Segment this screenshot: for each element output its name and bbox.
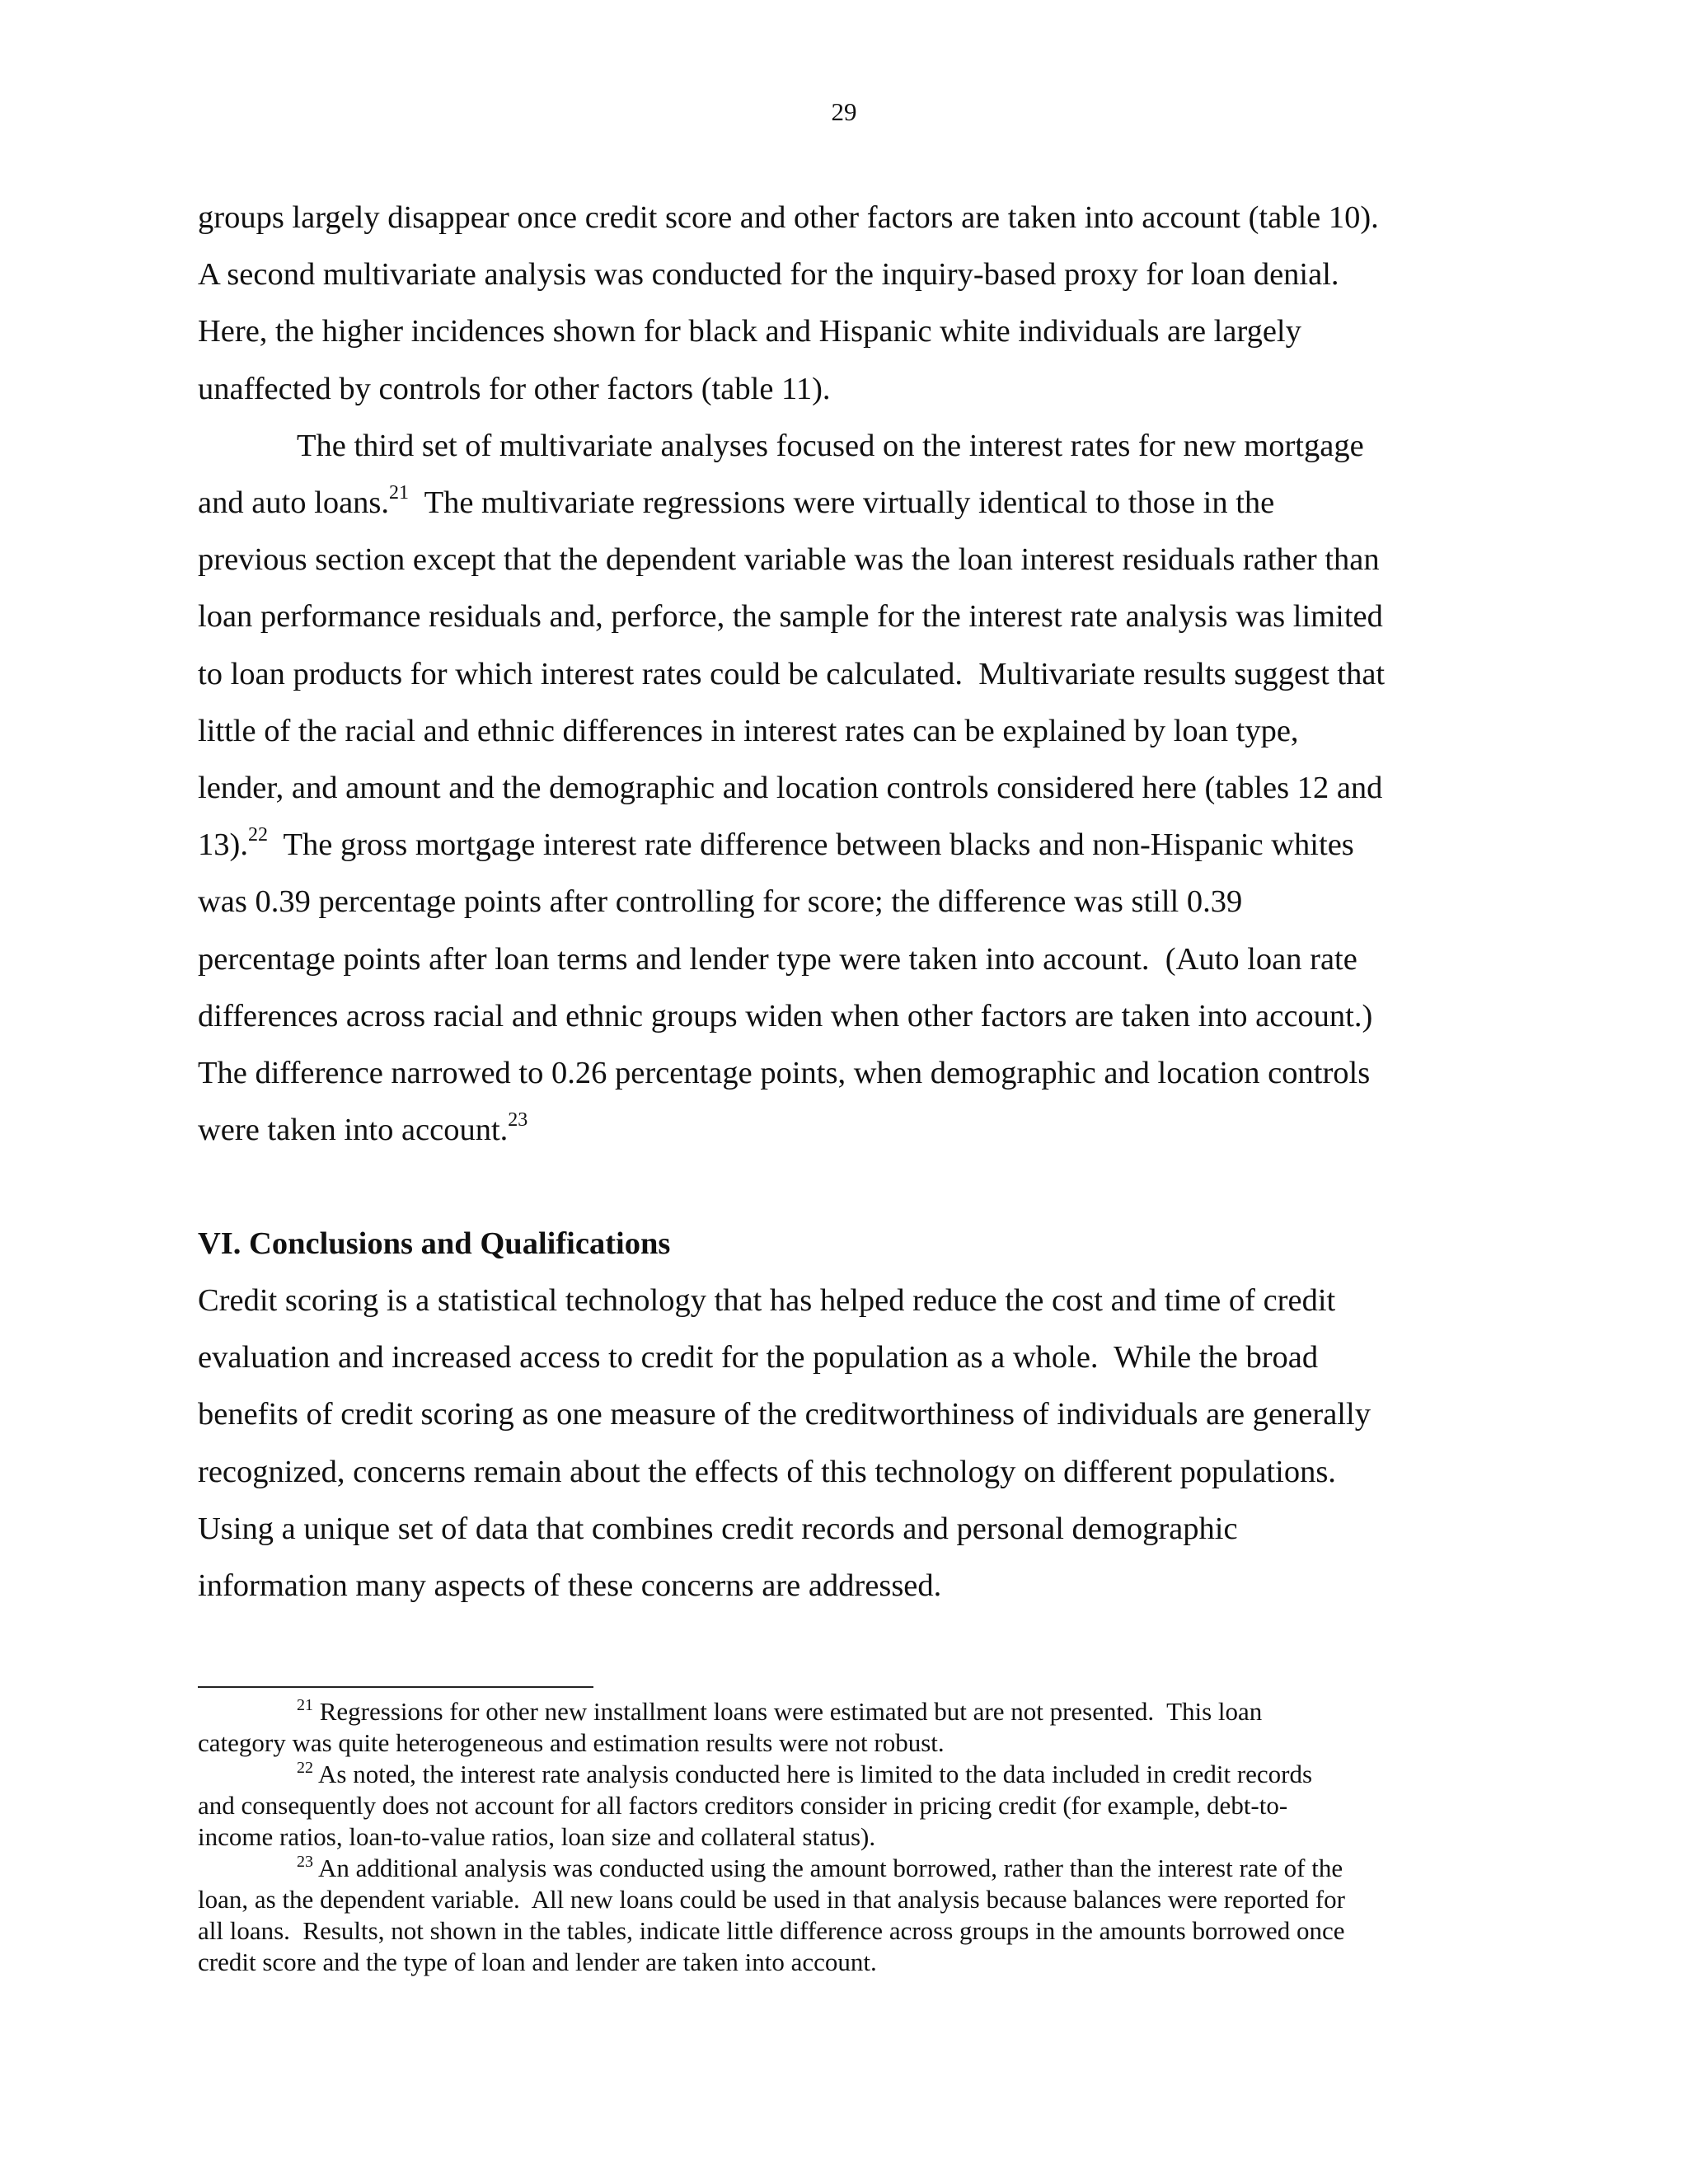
footnote-ref-21: 21 xyxy=(389,482,410,504)
footnote-number-21: 21 xyxy=(297,1696,313,1714)
paragraph-2-line: previous section except that the dependent variable was the loan interest residuals rather than xyxy=(198,542,1380,578)
paragraph-2-line: differences across racial and ethnic groups widen when other factors are taken into account.) xyxy=(198,998,1373,1033)
paragraph-3-line: recognized, concerns remain about the effects of this technology on different populations. xyxy=(198,1454,1336,1489)
paragraph-3-line: evaluation and increased access to credit for the population as a whole. While the broad xyxy=(198,1340,1319,1376)
paragraph-1-line: A second multivariate analysis was conducted for the inquiry-based proxy for loan denial. xyxy=(198,257,1339,293)
paragraph-2-line: was 0.39 percentage points after controlling for score; the difference was still 0.39 xyxy=(198,884,1243,920)
paragraph-2-line: loan performance residuals and, perforce, the sample for the interest rate analysis was limited xyxy=(198,599,1383,635)
paragraph-2-text: The gross mortgage interest rate difference between blacks and non-Hispanic whites xyxy=(267,827,1354,863)
footnote-22-line xyxy=(198,1759,1451,1790)
footnote-text: An additional analysis was conducted using the amount borrowed, rather than the interest rate of the xyxy=(313,1854,1343,1882)
paragraph-2-text: The multivariate regressions were virtually identical to those in the xyxy=(409,485,1275,521)
footnote-21-line xyxy=(198,1696,1451,1727)
footnote-text: As noted, the interest rate analysis conducted here is limited to the data included in credit records xyxy=(313,1760,1313,1788)
footnote-23-line: all loans. Results, not shown in the tables, indicate little difference across groups in the amounts borrowed once xyxy=(198,1916,1345,1945)
paragraph-2-text: were taken into account. xyxy=(198,1113,509,1148)
paragraph-2-line: lender, and amount and the demographic and location controls considered here (tables 12 and xyxy=(198,771,1383,806)
paragraph-3-line: information many aspects of these concerns are addressed. xyxy=(198,1568,942,1604)
footnote-number-23: 23 xyxy=(297,1853,313,1871)
paragraph-3-line: Credit scoring is a statistical technology that has helped reduce the cost and time of credit xyxy=(198,1283,1336,1318)
paragraph-2-text: 13). xyxy=(198,827,248,863)
paragraph-2-line xyxy=(198,1102,1442,1159)
footnote-23-line: credit score and the type of loan and lender are taken into account. xyxy=(198,1947,877,1976)
paragraph-1-line: unaffected by controls for other factors (table 11). xyxy=(198,371,831,406)
paragraph-2-line: little of the racial and ethnic differences in interest rates can be explained by loan type, xyxy=(198,713,1299,748)
footnote-23-line xyxy=(198,1853,1451,1884)
section-heading: VI. Conclusions and Qualifications xyxy=(198,1226,671,1261)
footnote-21-line: category was quite heterogeneous and estimation results were not robust. xyxy=(198,1728,945,1757)
paragraph-1-line: groups largely disappear once credit score and other factors are taken into account (table 10). xyxy=(198,200,1379,235)
footnote-text: Regressions for other new installment loans were estimated but are not presented. This loan xyxy=(313,1697,1263,1726)
paragraph-2-line: The difference narrowed to 0.26 percentage points, when demographic and location controls xyxy=(198,1056,1371,1091)
paragraph-2-text: and auto loans. xyxy=(198,485,390,521)
paragraph-3-line: benefits of credit scoring as one measure of the creditworthiness of individuals are generally xyxy=(198,1397,1371,1432)
footnote-separator xyxy=(198,1686,593,1688)
footnote-23-line: loan, as the dependent variable. All new loans could be used in that analysis because balances were reported for xyxy=(198,1885,1345,1914)
footnote-22-line: income ratios, loan-to-value ratios, loan size and collateral status). xyxy=(198,1822,876,1851)
body-text-upper xyxy=(198,190,1442,1159)
footnotes xyxy=(198,1696,1451,1978)
footnote-number-22: 22 xyxy=(297,1759,313,1777)
paragraph-2-line: to loan products for which interest rates could be calculated. Multivariate results suggest that xyxy=(198,656,1386,691)
paragraph-2-line: percentage points after loan terms and lender type were taken into account. (Auto loan rate xyxy=(198,941,1357,977)
footnote-ref-22: 22 xyxy=(247,824,268,846)
paragraph-2-line xyxy=(198,475,1442,532)
body-text-lower xyxy=(198,1272,1442,1615)
page-number: 29 xyxy=(831,97,857,126)
paragraph-2-line: The third set of multivariate analyses focused on the interest rates for new mortgage xyxy=(297,428,1364,463)
paragraph-1-line: Here, the higher incidences shown for black and Hispanic white individuals are largely xyxy=(198,314,1301,349)
footnote-22-line: and consequently does not account for all factors creditors consider in pricing credit (for example, debt-to- xyxy=(198,1791,1288,1820)
paragraph-2-line xyxy=(198,817,1442,874)
footnote-ref-23: 23 xyxy=(508,1109,528,1132)
paragraph-3-line: Using a unique set of data that combines credit records and personal demographic xyxy=(198,1511,1238,1546)
